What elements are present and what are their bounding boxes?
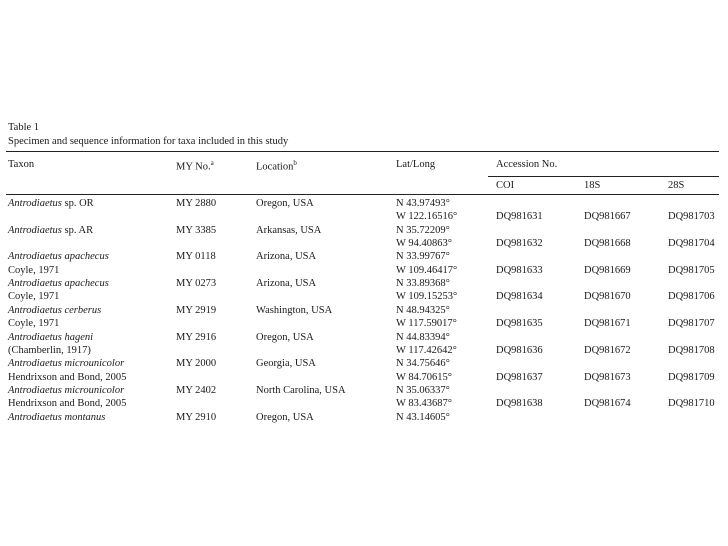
header-latlong: Lat/Long <box>396 159 436 170</box>
cell-taxon: Antrodiaetus cerberus <box>8 304 102 316</box>
cell-18s: DQ981673 <box>584 371 631 383</box>
top-rule <box>6 151 719 152</box>
cell-latlong: W 83.43687° <box>396 398 452 410</box>
cell-taxon: Coyle, 1971 <box>8 264 60 276</box>
cell-coi: DQ981631 <box>496 211 543 223</box>
cell-28s: DQ981710 <box>668 398 715 410</box>
cell-my-no: MY 2402 <box>176 384 217 396</box>
header-accession: Accession No. <box>496 159 558 170</box>
cell-location: Oregon, USA <box>256 331 314 343</box>
cell-latlong: N 35.06337° <box>396 384 450 396</box>
cell-18s: DQ981668 <box>584 238 631 250</box>
cell-latlong: N 33.99767° <box>396 251 450 263</box>
cell-location: Arkansas, USA <box>256 224 322 236</box>
cell-latlong: N 34.75646° <box>396 358 450 370</box>
cell-latlong: N 44.83394° <box>396 331 450 343</box>
cell-28s: DQ981707 <box>668 318 715 330</box>
cell-coi: DQ981635 <box>496 318 543 330</box>
cell-my-no: MY 2000 <box>176 358 217 370</box>
cell-taxon: Hendrixson and Bond, 2005 <box>8 398 127 410</box>
cell-location: Oregon, USA <box>256 198 314 209</box>
header-coi: COI <box>496 180 515 191</box>
table-caption: Specimen and sequence information for taxa included in this study <box>8 136 289 147</box>
cell-18s: DQ981672 <box>584 344 631 356</box>
accession-subrule <box>488 176 719 177</box>
cell-latlong: W 84.70615° <box>396 371 452 383</box>
cell-my-no: MY 0273 <box>176 278 217 290</box>
cell-taxon: Antrodiaetus montanus <box>8 411 106 423</box>
cell-location: Arizona, USA <box>256 278 317 290</box>
cell-taxon: Hendrixson and Bond, 2005 <box>8 371 127 383</box>
cell-latlong: W 117.42642° <box>396 344 457 356</box>
cell-taxon: Coyle, 1971 <box>8 291 60 303</box>
cell-latlong: N 33.89368° <box>396 278 450 290</box>
cell-coi: DQ981636 <box>496 344 543 356</box>
cell-taxon: Antrodiaetus sp. OR <box>8 198 94 209</box>
header-taxon: Taxon <box>8 159 35 170</box>
cell-taxon: (Chamberlin, 1917) <box>8 344 91 356</box>
cell-28s: DQ981703 <box>668 211 715 223</box>
cell-28s: DQ981704 <box>668 238 715 250</box>
cell-my-no: MY 2916 <box>176 331 217 343</box>
header-location: Location$^b$ <box>256 159 297 173</box>
cell-latlong: W 122.16516° <box>396 211 458 223</box>
cell-location: Arizona, USA <box>256 251 317 263</box>
cell-location: Oregon, USA <box>256 411 314 423</box>
cell-28s: DQ981706 <box>668 291 715 303</box>
cell-coi: DQ981634 <box>496 291 543 303</box>
cell-location: Washington, USA <box>256 304 333 316</box>
header-bottom-rule <box>6 194 719 195</box>
header-28s: 28S <box>668 180 685 191</box>
cell-my-no: MY 2880 <box>176 198 217 209</box>
cell-location: North Carolina, USA <box>256 384 346 396</box>
cell-location: Georgia, USA <box>256 358 316 370</box>
cell-my-no: MY 2919 <box>176 304 217 316</box>
cell-latlong: W 94.40863° <box>396 238 452 250</box>
table-label: Table 1 <box>8 122 40 133</box>
header-my-no: MY No.$^a$ <box>176 159 214 173</box>
cell-coi: DQ981633 <box>496 264 543 276</box>
cell-18s: DQ981671 <box>584 318 631 330</box>
cell-18s: DQ981669 <box>584 264 631 276</box>
cell-my-no: MY 0118 <box>176 251 216 263</box>
cell-coi: DQ981638 <box>496 398 543 410</box>
cell-taxon: Antrodiaetus microunicolor <box>8 384 125 396</box>
cell-taxon: Coyle, 1971 <box>8 318 60 330</box>
cell-latlong: W 109.15253° <box>396 291 458 303</box>
cell-my-no: MY 2910 <box>176 411 217 423</box>
cell-latlong: N 43.14605° <box>396 411 450 423</box>
cell-taxon: Antrodiaetus apachecus <box>8 278 109 290</box>
cell-taxon: Antrodiaetus hageni <box>8 331 94 343</box>
cell-latlong: W 117.59017° <box>396 318 457 330</box>
cell-taxon: Antrodiaetus apachecus <box>8 251 109 263</box>
cell-18s: DQ981674 <box>584 398 631 410</box>
header-18s: 18S <box>584 180 601 191</box>
cell-latlong: N 43.97493° <box>396 198 450 209</box>
cell-taxon: Antrodiaetus sp. AR <box>8 224 94 236</box>
cell-latlong: N 35.72209° <box>396 224 450 236</box>
cell-28s: DQ981708 <box>668 344 715 356</box>
cell-taxon: Antrodiaetus microunicolor <box>8 358 125 370</box>
cell-28s: DQ981705 <box>668 264 715 276</box>
cell-28s: DQ981709 <box>668 371 715 383</box>
cell-coi: DQ981637 <box>496 371 543 383</box>
cell-coi: DQ981632 <box>496 238 543 250</box>
cell-latlong: W 109.46417° <box>396 264 458 276</box>
cell-my-no: MY 3385 <box>176 224 217 236</box>
cell-18s: DQ981667 <box>584 211 631 223</box>
cell-18s: DQ981670 <box>584 291 631 303</box>
cell-latlong: N 48.94325° <box>396 304 450 316</box>
